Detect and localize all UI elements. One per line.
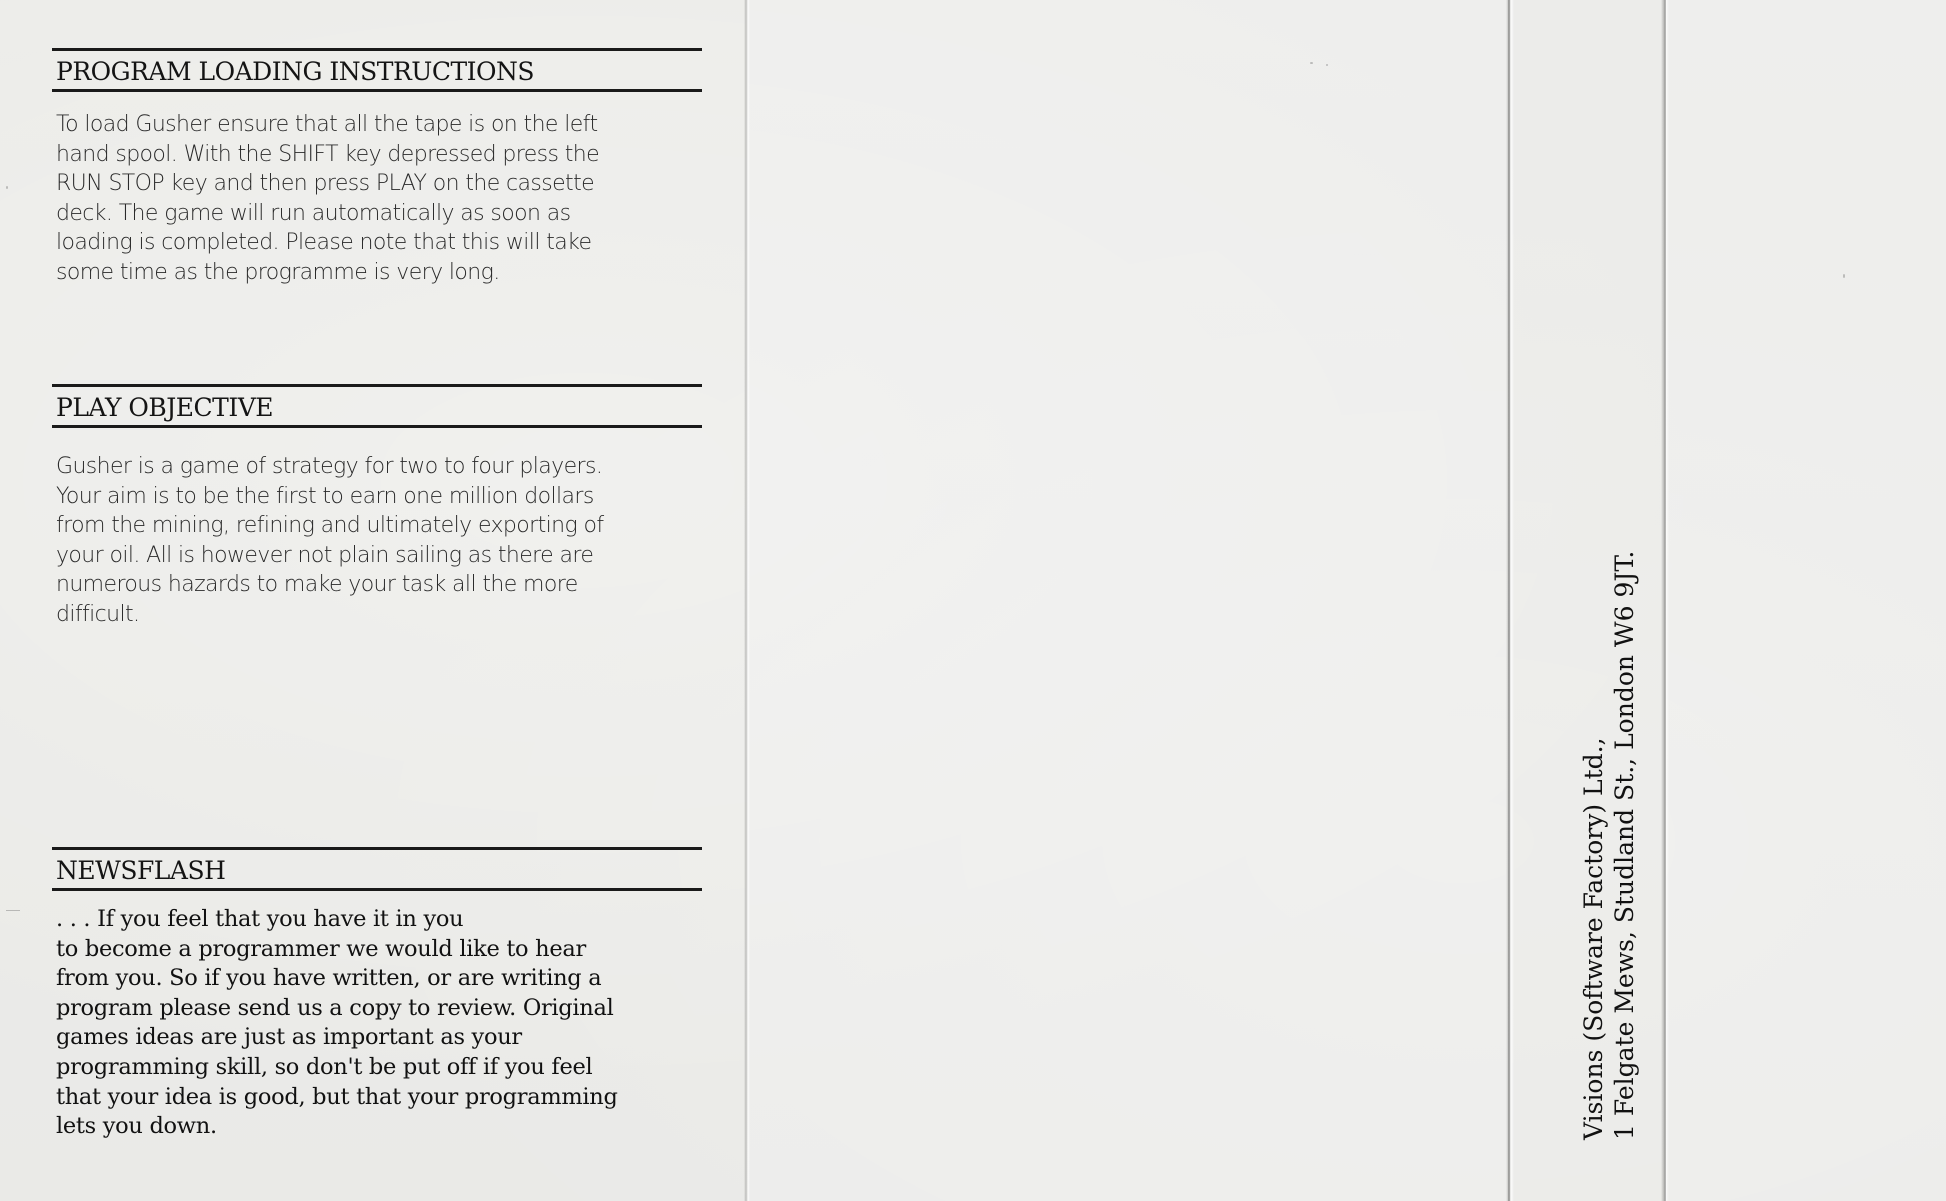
- heading-rule-bottom: [52, 425, 702, 428]
- text-line: program please send us a copy to review. Original: [56, 994, 614, 1021]
- fold-crease: [1664, 0, 1666, 1201]
- text-line: hand spool. With the SHIFT key depressed press the: [56, 141, 600, 167]
- paper-speck: [6, 186, 8, 189]
- fold-crease: [1508, 0, 1510, 1201]
- heading-rule-top: [52, 847, 702, 850]
- loading-instructions-section: [52, 48, 702, 287]
- section-body: [56, 452, 696, 629]
- heading-rule-bottom: [52, 89, 702, 92]
- company-name: Visions (Software Factory) Ltd.,: [1579, 737, 1608, 1140]
- play-objective-section: [52, 384, 702, 629]
- paper-speck: [1843, 274, 1845, 278]
- newsflash-section: [52, 847, 702, 1142]
- text-line: from the mining, refining and ultimately exporting of: [56, 513, 604, 538]
- text-line: difficult.: [56, 601, 140, 627]
- section-heading: PLAY OBJECTIVE: [56, 393, 274, 422]
- text-line: . . . If you feel that you have it in you: [56, 906, 464, 932]
- text-line: Your aim is to be the first to earn one million dollars: [56, 483, 594, 509]
- text-line: To load Gusher ensure that all the tape is on the left: [56, 112, 598, 137]
- section-heading: NEWSFLASH: [56, 856, 226, 885]
- text-line: some time as the programme is very long.: [56, 259, 500, 285]
- text-line: loading is completed. Please note that this will take: [56, 230, 592, 255]
- section-heading: PROGRAM LOADING INSTRUCTIONS: [56, 57, 535, 86]
- heading-rule-top: [52, 384, 702, 387]
- section-body: [56, 905, 716, 1142]
- text-line: lets you down.: [56, 1113, 217, 1140]
- right-flap-panel: [1668, 0, 1946, 1201]
- middle-panel: [748, 0, 1510, 1201]
- text-line: programming skill, so don't be put off if you feel: [56, 1053, 593, 1080]
- paper-speck: [1326, 64, 1328, 66]
- fold-line: [744, 0, 750, 1201]
- text-line: to become a programmer we would like to hear: [56, 935, 586, 962]
- text-line: numerous hazards to make your task all the more: [56, 572, 578, 597]
- text-line: that your idea is good, but that your programming: [56, 1083, 618, 1110]
- company-address: 1 Felgate Mews, Studland St., London W6 9JT.: [1610, 550, 1639, 1140]
- text-line: your oil. All is however not plain sailing as there are: [56, 542, 594, 568]
- section-body: [56, 110, 696, 287]
- text-line: from you. So if you have written, or are writing a: [56, 965, 602, 992]
- text-line: games ideas are just as important as your: [56, 1024, 522, 1051]
- spine-address: [1578, 551, 1640, 1140]
- paper-speck: [6, 910, 20, 911]
- text-line: deck. The game will run automatically as soon as: [56, 200, 571, 226]
- heading-rule-bottom: [52, 888, 702, 891]
- text-line: RUN STOP key and then press PLAY on the cassette: [56, 171, 595, 196]
- text-line: Gusher is a game of strategy for two to four players.: [56, 454, 603, 479]
- heading-rule-top: [52, 48, 702, 51]
- paper-speck: [1310, 62, 1313, 64]
